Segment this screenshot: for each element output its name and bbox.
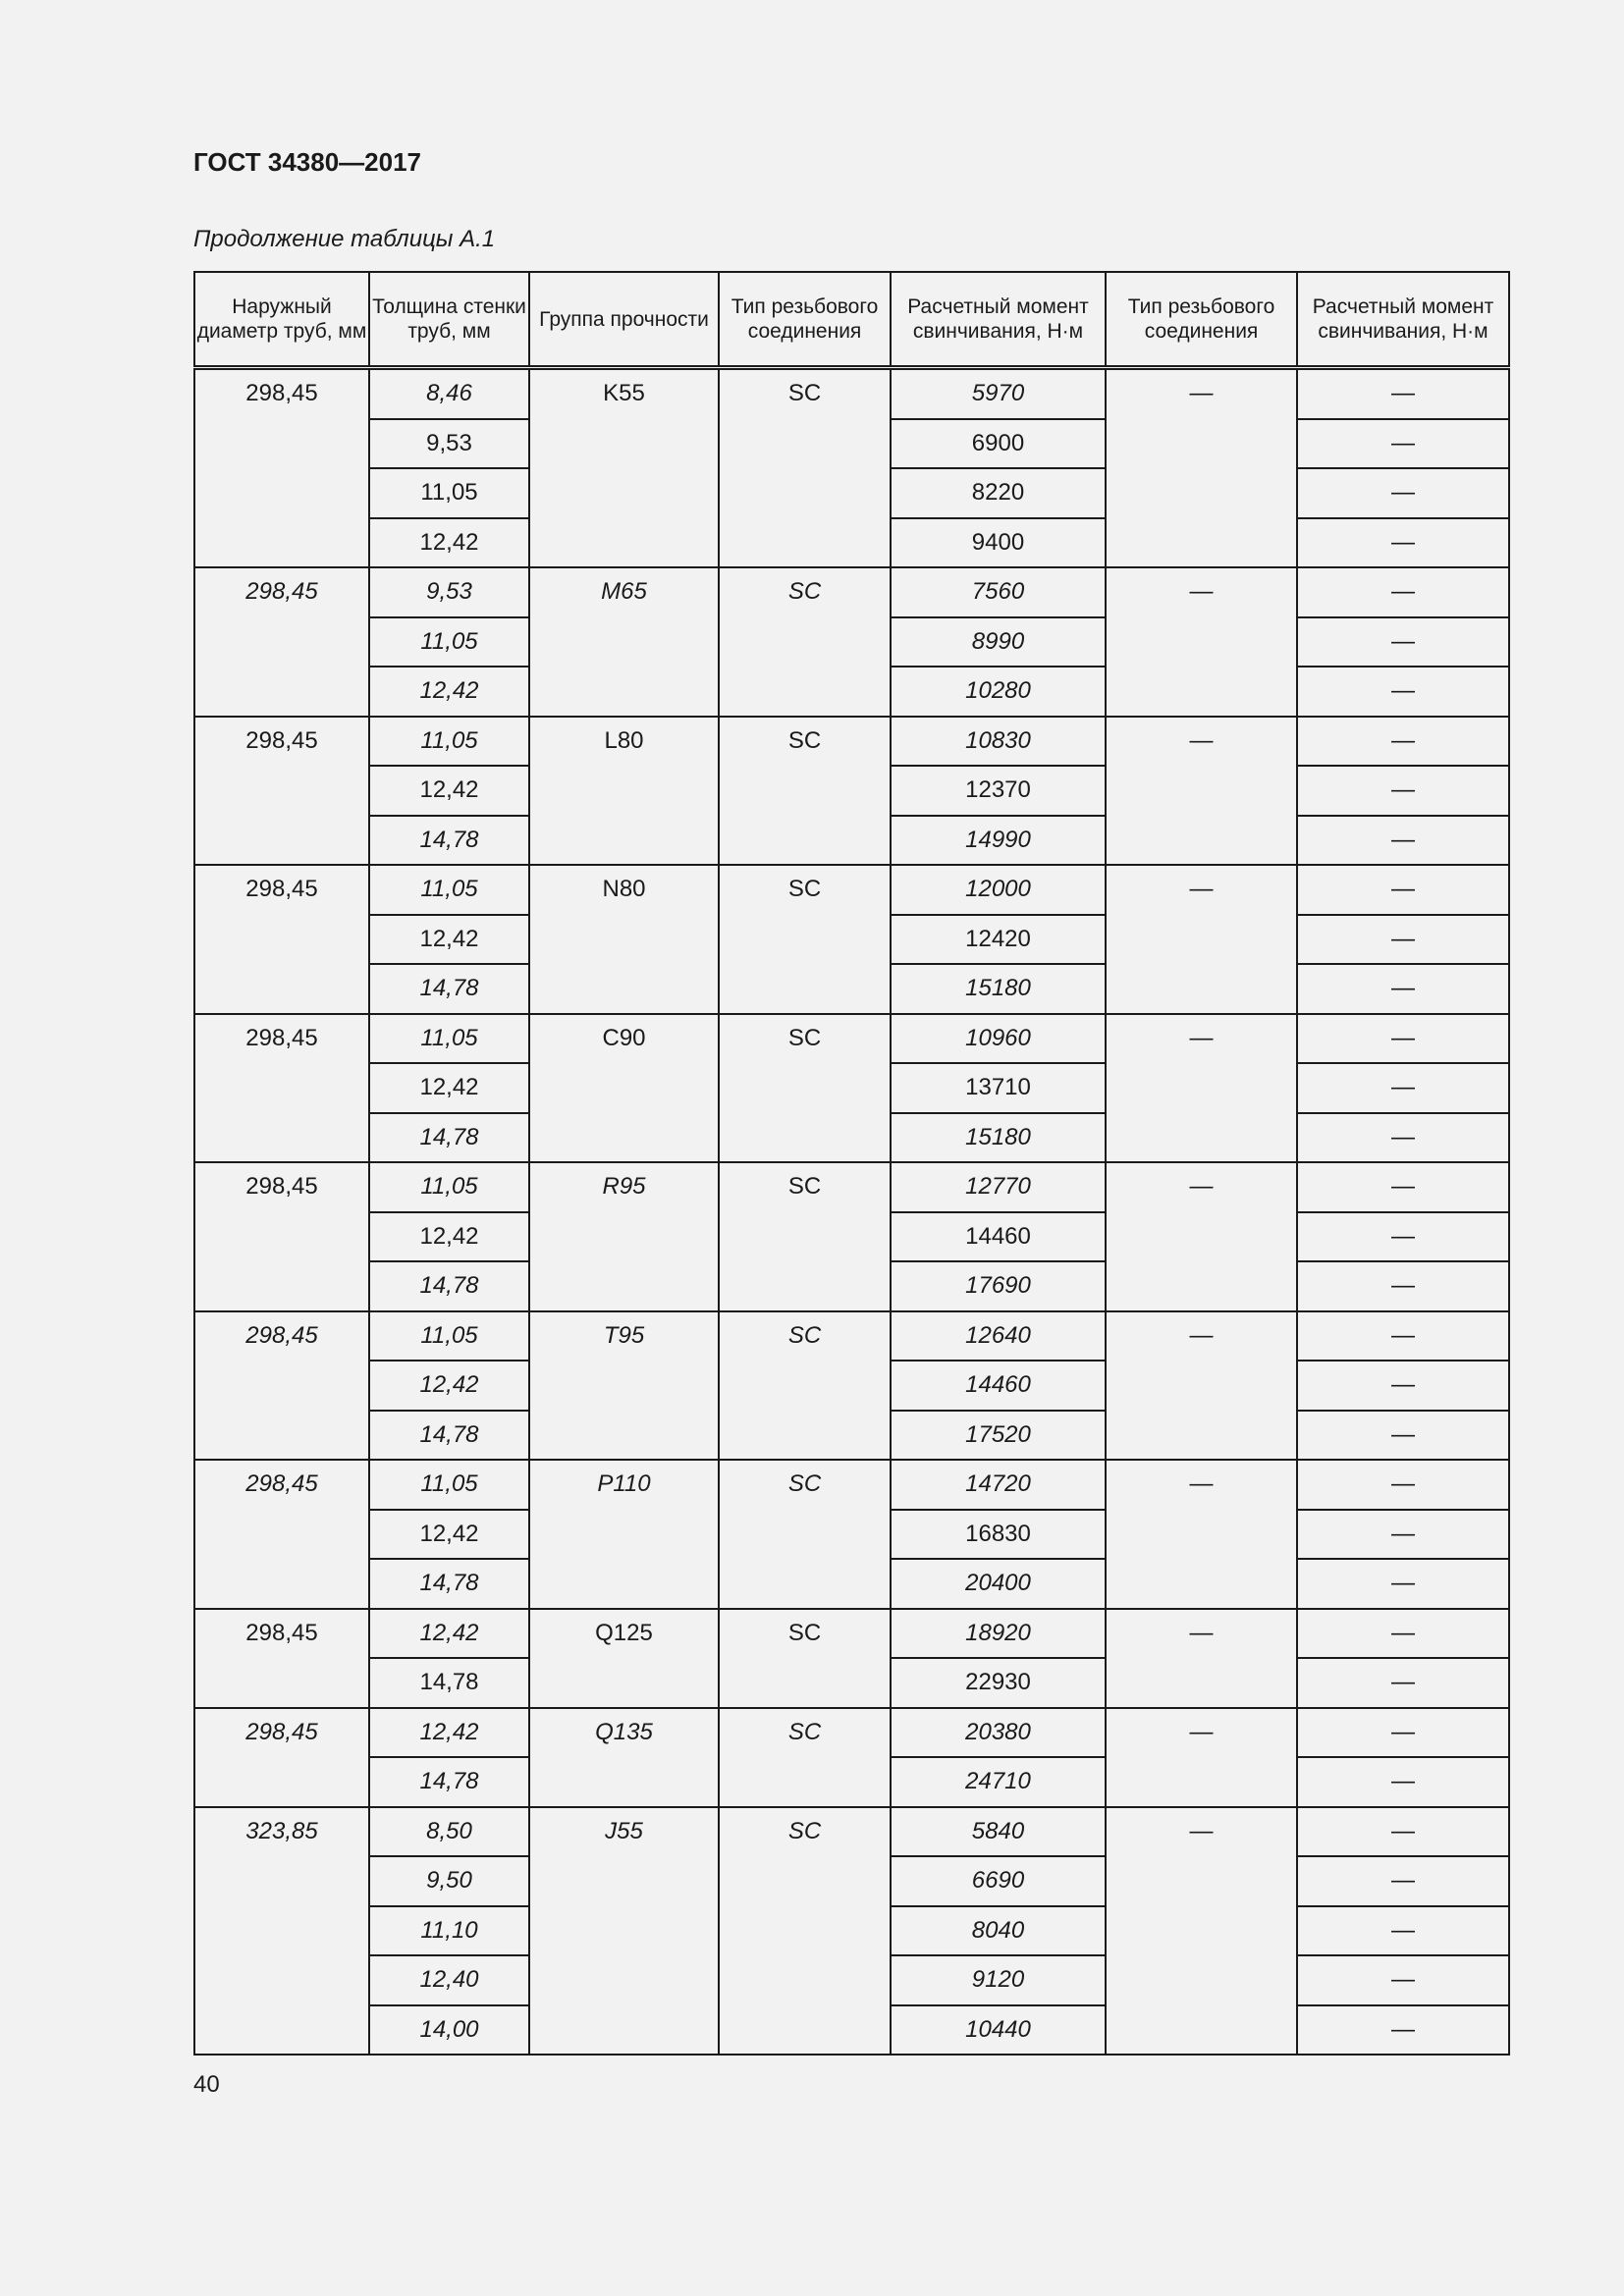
cell-wall-thickness: 14,78 — [369, 964, 529, 1014]
cell-makeup-torque-2: — — [1297, 1261, 1509, 1311]
cell-wall-thickness: 11,05 — [369, 1460, 529, 1510]
cell-makeup-torque-2: — — [1297, 915, 1509, 965]
cell-thread-type: SC — [719, 567, 891, 717]
cell-wall-thickness: 12,42 — [369, 915, 529, 965]
cell-thread-type-2: — — [1106, 567, 1297, 717]
cell-makeup-torque: 18920 — [891, 1609, 1106, 1659]
cell-thread-type-2: — — [1106, 865, 1297, 1014]
cell-wall-thickness: 12,42 — [369, 1609, 529, 1659]
cell-makeup-torque: 14990 — [891, 816, 1106, 866]
cell-wall-thickness: 12,42 — [369, 518, 529, 568]
cell-makeup-torque: 15180 — [891, 964, 1106, 1014]
cell-wall-thickness: 14,78 — [369, 1559, 529, 1609]
cell-makeup-torque: 10960 — [891, 1014, 1106, 1064]
col-header-thread-type: Тип резьбового соединения — [719, 272, 891, 368]
cell-makeup-torque-2: — — [1297, 865, 1509, 915]
cell-makeup-torque: 15180 — [891, 1113, 1106, 1163]
cell-strength-grade: J55 — [529, 1807, 719, 2056]
table-row — [194, 865, 1509, 915]
cell-makeup-torque-2: — — [1297, 1212, 1509, 1262]
cell-thread-type: SC — [719, 717, 891, 866]
cell-thread-type-2: — — [1106, 1014, 1297, 1163]
cell-makeup-torque: 20380 — [891, 1708, 1106, 1758]
cell-diameter: 298,45 — [194, 717, 369, 866]
cell-thread-type-2: — — [1106, 1609, 1297, 1708]
cell-makeup-torque-2: — — [1297, 1311, 1509, 1362]
cell-wall-thickness: 12,42 — [369, 667, 529, 717]
cell-makeup-torque-2: — — [1297, 964, 1509, 1014]
cell-makeup-torque-2: — — [1297, 667, 1509, 717]
cell-wall-thickness: 12,42 — [369, 1212, 529, 1262]
cell-makeup-torque-2: — — [1297, 1906, 1509, 1956]
cell-makeup-torque: 6690 — [891, 1856, 1106, 1906]
torque-table — [193, 271, 1510, 2056]
cell-strength-grade: R95 — [529, 1162, 719, 1311]
cell-thread-type: SC — [719, 1708, 891, 1807]
cell-wall-thickness: 14,78 — [369, 1757, 529, 1807]
cell-makeup-torque: 24710 — [891, 1757, 1106, 1807]
cell-thread-type-2: — — [1106, 1708, 1297, 1807]
table-caption: Продолжение таблицы А.1 — [193, 226, 496, 252]
cell-makeup-torque: 14720 — [891, 1460, 1106, 1510]
cell-makeup-torque-2: — — [1297, 518, 1509, 568]
cell-makeup-torque: 12000 — [891, 865, 1106, 915]
cell-makeup-torque: 5840 — [891, 1807, 1106, 1857]
cell-strength-grade: L80 — [529, 717, 719, 866]
cell-makeup-torque: 9400 — [891, 518, 1106, 568]
cell-thread-type: SC — [719, 1609, 891, 1708]
cell-wall-thickness: 11,05 — [369, 468, 529, 518]
cell-makeup-torque-2: — — [1297, 1162, 1509, 1212]
col-header-makeup-torque: Расчетный момент свинчивания, Н·м — [891, 272, 1106, 368]
cell-makeup-torque-2: — — [1297, 419, 1509, 469]
cell-wall-thickness: 9,53 — [369, 567, 529, 617]
table-header-row — [194, 272, 1509, 368]
cell-makeup-torque: 10440 — [891, 2005, 1106, 2056]
table-row — [194, 1311, 1509, 1362]
cell-wall-thickness: 8,50 — [369, 1807, 529, 1857]
cell-thread-type-2: — — [1106, 1162, 1297, 1311]
cell-makeup-torque: 6900 — [891, 419, 1106, 469]
cell-makeup-torque-2: — — [1297, 1856, 1509, 1906]
cell-makeup-torque-2: — — [1297, 816, 1509, 866]
table-row — [194, 1014, 1509, 1064]
cell-makeup-torque: 14460 — [891, 1361, 1106, 1411]
cell-strength-grade: N80 — [529, 865, 719, 1014]
cell-wall-thickness: 14,78 — [369, 1411, 529, 1461]
cell-makeup-torque-2: — — [1297, 1113, 1509, 1163]
cell-makeup-torque-2: — — [1297, 567, 1509, 617]
cell-strength-grade: C90 — [529, 1014, 719, 1163]
cell-thread-type: SC — [719, 1162, 891, 1311]
cell-thread-type: SC — [719, 368, 891, 568]
cell-thread-type-2: — — [1106, 717, 1297, 866]
table-row — [194, 717, 1509, 767]
cell-makeup-torque-2: — — [1297, 1559, 1509, 1609]
cell-makeup-torque: 8040 — [891, 1906, 1106, 1956]
col-header-thread-type-2: Тип резьбового соединения — [1106, 272, 1297, 368]
cell-thread-type: SC — [719, 1460, 891, 1609]
cell-wall-thickness: 12,42 — [369, 1361, 529, 1411]
cell-makeup-torque-2: — — [1297, 1955, 1509, 2005]
cell-wall-thickness: 12,42 — [369, 766, 529, 816]
table-row — [194, 368, 1509, 419]
table-row — [194, 1807, 1509, 1857]
cell-makeup-torque: 7560 — [891, 567, 1106, 617]
cell-wall-thickness: 11,05 — [369, 1311, 529, 1362]
cell-makeup-torque: 13710 — [891, 1063, 1106, 1113]
cell-makeup-torque: 8990 — [891, 617, 1106, 667]
cell-wall-thickness: 11,05 — [369, 717, 529, 767]
cell-makeup-torque: 9120 — [891, 1955, 1106, 2005]
cell-makeup-torque-2: — — [1297, 1757, 1509, 1807]
cell-diameter: 298,45 — [194, 1014, 369, 1163]
table-row — [194, 1609, 1509, 1659]
cell-wall-thickness: 11,10 — [369, 1906, 529, 1956]
cell-thread-type-2: — — [1106, 1311, 1297, 1461]
cell-thread-type: SC — [719, 865, 891, 1014]
cell-strength-grade: T95 — [529, 1311, 719, 1461]
cell-wall-thickness: 14,00 — [369, 2005, 529, 2056]
cell-thread-type-2: — — [1106, 368, 1297, 568]
cell-makeup-torque-2: — — [1297, 368, 1509, 419]
cell-makeup-torque: 12770 — [891, 1162, 1106, 1212]
cell-diameter: 298,45 — [194, 1708, 369, 1807]
col-header-diameter: Наружный диаметр труб, мм — [194, 272, 369, 368]
cell-makeup-torque: 12420 — [891, 915, 1106, 965]
cell-wall-thickness: 14,78 — [369, 1113, 529, 1163]
cell-diameter: 298,45 — [194, 1311, 369, 1461]
cell-diameter: 298,45 — [194, 368, 369, 568]
cell-makeup-torque: 20400 — [891, 1559, 1106, 1609]
col-header-wall-thickness: Толщина стенки труб, мм — [369, 272, 529, 368]
cell-thread-type-2: — — [1106, 1460, 1297, 1609]
cell-makeup-torque: 14460 — [891, 1212, 1106, 1262]
cell-makeup-torque-2: — — [1297, 766, 1509, 816]
cell-strength-grade: M65 — [529, 567, 719, 717]
col-header-makeup-torque-2: Расчетный момент свинчивания, Н·м — [1297, 272, 1509, 368]
cell-wall-thickness: 11,05 — [369, 1014, 529, 1064]
cell-wall-thickness: 12,42 — [369, 1708, 529, 1758]
cell-makeup-torque-2: — — [1297, 1063, 1509, 1113]
cell-diameter: 298,45 — [194, 567, 369, 717]
table-row — [194, 1460, 1509, 1510]
cell-diameter: 298,45 — [194, 1162, 369, 1311]
cell-makeup-torque-2: — — [1297, 1460, 1509, 1510]
cell-makeup-torque: 17520 — [891, 1411, 1106, 1461]
cell-strength-grade: Q125 — [529, 1609, 719, 1708]
cell-makeup-torque-2: — — [1297, 1708, 1509, 1758]
cell-makeup-torque-2: — — [1297, 1807, 1509, 1857]
cell-makeup-torque-2: — — [1297, 617, 1509, 667]
cell-makeup-torque-2: — — [1297, 1609, 1509, 1659]
table-row — [194, 1708, 1509, 1758]
cell-wall-thickness: 9,50 — [369, 1856, 529, 1906]
cell-wall-thickness: 14,78 — [369, 1658, 529, 1708]
cell-wall-thickness: 9,53 — [369, 419, 529, 469]
cell-makeup-torque: 5970 — [891, 368, 1106, 419]
cell-makeup-torque-2: — — [1297, 1361, 1509, 1411]
cell-diameter: 323,85 — [194, 1807, 369, 2056]
page-number: 40 — [193, 2071, 220, 2098]
cell-makeup-torque-2: — — [1297, 1411, 1509, 1461]
cell-makeup-torque: 10830 — [891, 717, 1106, 767]
cell-wall-thickness: 12,42 — [369, 1063, 529, 1113]
cell-wall-thickness: 11,05 — [369, 1162, 529, 1212]
cell-makeup-torque: 8220 — [891, 468, 1106, 518]
cell-makeup-torque: 12640 — [891, 1311, 1106, 1362]
cell-diameter: 298,45 — [194, 865, 369, 1014]
cell-wall-thickness: 11,05 — [369, 865, 529, 915]
cell-wall-thickness: 14,78 — [369, 816, 529, 866]
cell-thread-type: SC — [719, 1807, 891, 2056]
cell-wall-thickness: 12,42 — [369, 1510, 529, 1560]
cell-wall-thickness: 12,40 — [369, 1955, 529, 2005]
table-body — [194, 368, 1509, 2056]
cell-thread-type-2: — — [1106, 1807, 1297, 2056]
cell-wall-thickness: 11,05 — [369, 617, 529, 667]
cell-strength-grade: K55 — [529, 368, 719, 568]
cell-makeup-torque-2: — — [1297, 2005, 1509, 2056]
cell-wall-thickness: 8,46 — [369, 368, 529, 419]
cell-makeup-torque-2: — — [1297, 1658, 1509, 1708]
document-title: ГОСТ 34380—2017 — [193, 147, 421, 177]
cell-thread-type: SC — [719, 1014, 891, 1163]
cell-makeup-torque: 22930 — [891, 1658, 1106, 1708]
cell-strength-grade: P110 — [529, 1460, 719, 1609]
cell-strength-grade: Q135 — [529, 1708, 719, 1807]
cell-makeup-torque: 10280 — [891, 667, 1106, 717]
cell-thread-type: SC — [719, 1311, 891, 1461]
cell-makeup-torque-2: — — [1297, 1014, 1509, 1064]
cell-makeup-torque-2: — — [1297, 468, 1509, 518]
cell-diameter: 298,45 — [194, 1609, 369, 1708]
cell-diameter: 298,45 — [194, 1460, 369, 1609]
col-header-strength-grade: Группа прочности — [529, 272, 719, 368]
cell-makeup-torque-2: — — [1297, 717, 1509, 767]
cell-makeup-torque: 16830 — [891, 1510, 1106, 1560]
cell-makeup-torque: 17690 — [891, 1261, 1106, 1311]
table-row — [194, 1162, 1509, 1212]
table-row — [194, 567, 1509, 617]
cell-makeup-torque-2: — — [1297, 1510, 1509, 1560]
cell-wall-thickness: 14,78 — [369, 1261, 529, 1311]
cell-makeup-torque: 12370 — [891, 766, 1106, 816]
